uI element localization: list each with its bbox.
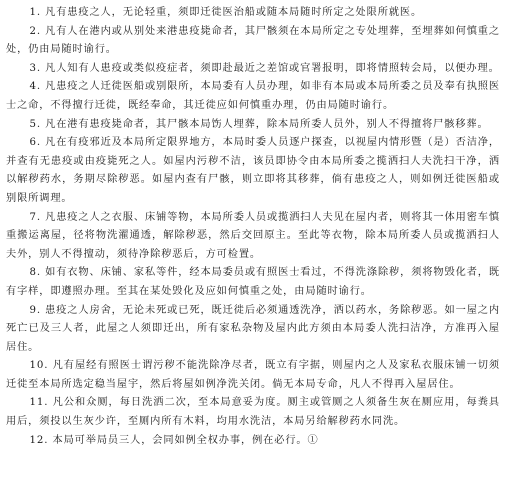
regulation-paragraph-1: 1. 凡有患疫之人，无论轻重，须即迁徙医治船或随本局随时所定之处限所就医。: [29, 7, 423, 18]
regulation-paragraph-5: 5. 凡在港有患疫毙命者，其尸骸本局饬人埋葬，除本局所委人员外，别人不得擅将尸骸移葬。: [29, 118, 489, 130]
regulation-paragraph-11: 11. 凡公和众厕，每日洗洒二次，至本局意妥为度。厕主或管厕之人须备生灰在厕应用，每粪具用后，须投以生灰少许，至厕内所有木料，均用水洗洁，本局另给解秽药水同洗。: [6, 397, 500, 428]
regulation-paragraph-7: 7. 凡患疫之人之衣服、床铺等物，本局所委人员或揽洒扫人夫见在屋内者，则将其一体用密车慎重搬运离屋，径将物洗濯通透，解除秽恶，然后交回原主。至此等衣物，除本局所委人员或揽洒扫人夫外，别人不得擅动，须待净除秽恶后，方可检置。: [6, 211, 500, 260]
regulation-paragraph-10: 10. 凡有屋经有照医士谓污秽不能洗除净尽者，既立有字据，则屋内之人及家私衣服床铺一切须迁徙至本局所选定稳当屋宇，然后将屋如例净洗关闭。倘无本局专命，凡人不得再入屋居住。: [6, 360, 500, 390]
regulation-paragraph-2: 2. 凡有人在港内或从别处来港患疫毙命者，其尸骸须在本局所定之专处埋葬，至埋葬如何慎重之处，仍由局随时谕行。: [6, 25, 500, 56]
regulation-paragraph-6: 6. 凡在有疫邪近及本局所定限界地方，本局时委人员逐户探查，以视屋内情形暨（是）否洁净，并查有无患疫或由疫毙死之人。如屋内污秽不洁，该员即协令由本局所委之揽洒扫人夫洗扫干净，洒以解秽药水，务期尽除秽恶。如屋内查有尸骸，则立即将其移葬，倘有患疫之人，则如例迁徙医船或别限所调理。: [6, 137, 500, 204]
regulation-paragraph-3: 3. 凡人知有人患疫或类似疫症者，须即赴最近之差馆或官署报明，即将情照转会局，以便办理。: [29, 62, 500, 74]
regulation-paragraph-9: 9. 患疫之人房舍，无论未死或已死，既迁徙后必须通透洗净，洒以药水，务除秽恶。如一屋之内死亡已及三人者，此屋之人须即迁出，所有家私杂物及屋内此方须由本局委人洗扫洁净，方准再入屋居住。: [6, 304, 500, 353]
regulation-paragraph-12: 12. 本局可举局员三人，会同如例全权办事，例在必行。①: [29, 434, 319, 446]
regulation-paragraph-8: 8. 如有衣物、床铺、家私等件，经本局委员或有照医士看过，不得洗涤除秽，须将物毁化者，既有字样，即遵照办理。至其在某处毁化及应如何慎重之处，由局随时谕行。: [6, 267, 500, 297]
regulation-paragraph-4: 4. 凡患疫之人迁徙医船或别限所，本局委有人员办理，如非有本局或本局所委之员及奉有执照医士之命，不得擅行迁徙，既经奉命，其迁徙应如何慎重办理，仍由局随时谕行。: [6, 81, 500, 111]
